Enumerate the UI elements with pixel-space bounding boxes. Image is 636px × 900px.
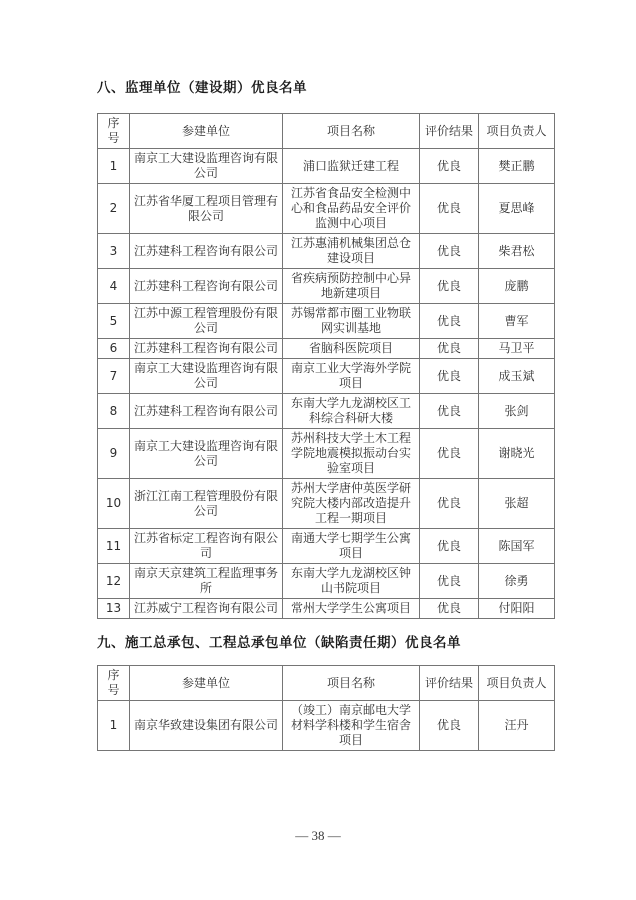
header-no-label: 序号 (107, 668, 120, 697)
cell-project-leader: 柴君松 (479, 234, 555, 269)
cell-row-number: 12 (98, 564, 130, 599)
cell-project-name: 苏州科技大学土木工程学院地震模拟振动台实验室项目 (283, 429, 420, 479)
cell-project-leader: 马卫平 (479, 339, 555, 359)
cell-row-number: 8 (98, 394, 130, 429)
cell-row-number: 9 (98, 429, 130, 479)
supervision-units-table (97, 113, 555, 619)
cell-row-number: 4 (98, 269, 130, 304)
cell-project-leader: 成玉斌 (479, 359, 555, 394)
cell-project-name: 省脑科医院项目 (283, 339, 420, 359)
cell-project-leader: 张超 (479, 479, 555, 529)
cell-project-name: 南京工业大学海外学院项目 (283, 359, 420, 394)
table-row (98, 701, 555, 751)
cell-unit-name: 江苏省标定工程咨询有限公司 (130, 529, 283, 564)
cell-row-number: 1 (98, 701, 130, 751)
cell-project-name: （竣工）南京邮电大学材料学科楼和学生宿舍项目 (283, 701, 420, 751)
cell-evaluation-result: 优良 (420, 234, 479, 269)
header-leader: 项目负责人 (479, 114, 555, 149)
table-row (98, 234, 555, 269)
cell-project-name: 东南大学九龙湖校区工科综合科研大楼 (283, 394, 420, 429)
cell-project-name: 东南大学九龙湖校区钟山书院项目 (283, 564, 420, 599)
cell-evaluation-result: 优良 (420, 149, 479, 184)
cell-evaluation-result: 优良 (420, 359, 479, 394)
cell-evaluation-result: 优良 (420, 599, 479, 619)
header-project: 项目名称 (283, 114, 420, 149)
cell-evaluation-result: 优良 (420, 429, 479, 479)
cell-row-number: 13 (98, 599, 130, 619)
cell-evaluation-result: 优良 (420, 304, 479, 339)
header-no (98, 666, 130, 701)
cell-row-number: 7 (98, 359, 130, 394)
cell-unit-name: 江苏中源工程管理股份有限公司 (130, 304, 283, 339)
header-unit: 参建单位 (130, 666, 283, 701)
header-unit: 参建单位 (130, 114, 283, 149)
cell-unit-name: 江苏建科工程咨询有限公司 (130, 234, 283, 269)
cell-row-number: 10 (98, 479, 130, 529)
cell-unit-name: 江苏建科工程咨询有限公司 (130, 339, 283, 359)
cell-project-leader: 张剑 (479, 394, 555, 429)
table-row (98, 184, 555, 234)
cell-project-leader: 夏思峰 (479, 184, 555, 234)
cell-evaluation-result: 优良 (420, 394, 479, 429)
cell-evaluation-result: 优良 (420, 339, 479, 359)
header-leader: 项目负责人 (479, 666, 555, 701)
cell-unit-name: 江苏省华厦工程项目管理有限公司 (130, 184, 283, 234)
cell-unit-name: 浙江江南工程管理股份有限公司 (130, 479, 283, 529)
cell-project-name: 常州大学学生公寓项目 (283, 599, 420, 619)
cell-evaluation-result: 优良 (420, 184, 479, 234)
table-row (98, 304, 555, 339)
header-no-label: 序号 (107, 116, 120, 145)
cell-project-leader: 曹军 (479, 304, 555, 339)
cell-row-number: 3 (98, 234, 130, 269)
header-result: 评价结果 (420, 666, 479, 701)
cell-row-number: 2 (98, 184, 130, 234)
table-row (98, 149, 555, 184)
cell-project-leader: 庞鹏 (479, 269, 555, 304)
cell-project-leader: 樊正鹏 (479, 149, 555, 184)
cell-project-name: 省疾病预防控制中心异地新建项目 (283, 269, 420, 304)
cell-evaluation-result: 优良 (420, 701, 479, 751)
cell-unit-name: 南京华致建设集团有限公司 (130, 701, 283, 751)
table-row (98, 394, 555, 429)
cell-project-leader: 谢晓光 (479, 429, 555, 479)
cell-row-number: 11 (98, 529, 130, 564)
cell-project-leader: 徐勇 (479, 564, 555, 599)
cell-project-name: 江苏省食品安全检测中心和食品药品安全评价监测中心项目 (283, 184, 420, 234)
cell-unit-name: 江苏建科工程咨询有限公司 (130, 394, 283, 429)
page-number: — 38 — (295, 828, 341, 843)
table-row (98, 429, 555, 479)
cell-project-name: 浦口监狱迁建工程 (283, 149, 420, 184)
table-row (98, 269, 555, 304)
cell-project-leader: 付阳阳 (479, 599, 555, 619)
table-header-row (98, 114, 555, 149)
section-title-supervision: 八、监理单位（建设期）优良名单 (97, 80, 307, 96)
table-row (98, 359, 555, 394)
table-row (98, 479, 555, 529)
cell-unit-name: 江苏建科工程咨询有限公司 (130, 269, 283, 304)
cell-row-number: 6 (98, 339, 130, 359)
cell-row-number: 1 (98, 149, 130, 184)
cell-row-number: 5 (98, 304, 130, 339)
table-header-row (98, 666, 555, 701)
cell-evaluation-result: 优良 (420, 269, 479, 304)
cell-project-leader: 陈国军 (479, 529, 555, 564)
cell-unit-name: 南京天京建筑工程监理事务所 (130, 564, 283, 599)
cell-evaluation-result: 优良 (420, 479, 479, 529)
cell-unit-name: 南京工大建设监理咨询有限公司 (130, 359, 283, 394)
cell-project-leader: 汪丹 (479, 701, 555, 751)
table-row (98, 529, 555, 564)
cell-unit-name: 南京工大建设监理咨询有限公司 (130, 429, 283, 479)
cell-project-name: 南通大学七期学生公寓项目 (283, 529, 420, 564)
cell-unit-name: 南京工大建设监理咨询有限公司 (130, 149, 283, 184)
cell-project-name: 苏锡常都市圈工业物联网实训基地 (283, 304, 420, 339)
section-title-general-contracting: 九、施工总承包、工程总承包单位（缺陷责任期）优良名单 (97, 635, 461, 651)
cell-evaluation-result: 优良 (420, 529, 479, 564)
cell-project-name: 江苏惠浦机械集团总仓建设项目 (283, 234, 420, 269)
cell-unit-name: 江苏威宁工程咨询有限公司 (130, 599, 283, 619)
header-result: 评价结果 (420, 114, 479, 149)
cell-project-name: 苏州大学唐仲英医学研究院大楼内部改造提升工程一期项目 (283, 479, 420, 529)
table-row (98, 599, 555, 619)
header-project: 项目名称 (283, 666, 420, 701)
cell-evaluation-result: 优良 (420, 564, 479, 599)
table-row (98, 339, 555, 359)
document-page-content (97, 80, 554, 751)
table-row (98, 564, 555, 599)
header-no (98, 114, 130, 149)
general-contracting-table (97, 665, 555, 751)
